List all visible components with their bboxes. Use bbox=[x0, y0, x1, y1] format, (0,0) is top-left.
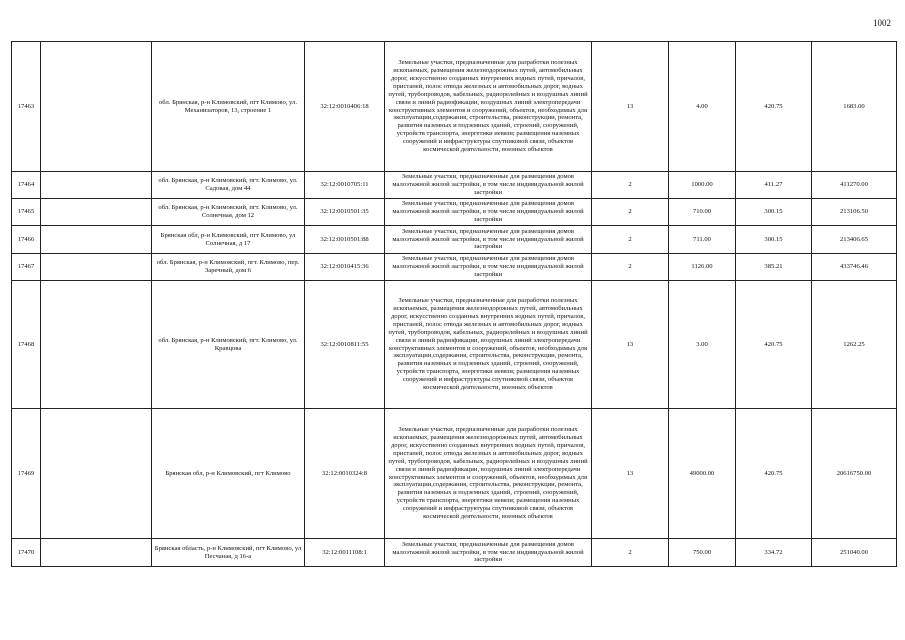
row-value: 411270.00 bbox=[812, 172, 897, 199]
row-id: 17468 bbox=[12, 281, 41, 409]
row-description: Земельные участки, предназначенные для размещения домов малоэтажной жилой застройки, в том числе индивидуальной жилой застройки bbox=[385, 226, 592, 254]
row-rate: 420.75 bbox=[736, 42, 812, 172]
row-rate: 411.27 bbox=[736, 172, 812, 199]
row-code: 2 bbox=[592, 226, 669, 254]
row-code: 13 bbox=[592, 409, 669, 539]
row-value: 1262.25 bbox=[812, 281, 897, 409]
row-cadastral-number: 32:12:0010705:11 bbox=[305, 172, 385, 199]
row-description: Земельные участки, предназначенные для разработки полезных ископаемых, размещения железнодорожных путей, автомобильных дорог, искусственно созданных внутренних водных путей, причалов, пристаней, полос отвода железных и автомобильных дорог, водных путей, трубопроводов, кабельных, радиорелейных и воздушных линий связи и линий радиофикации, воздушных линий электропередачи конструктивных элементов и сооружений, объектов, необходимых для эксплуатации,содержания, строительства, реконструкции, ремонта, развития наземных и подземных зданий, строений, сооружений, устройств транспорта, энергетики иевязи; размещения наземных сооружений и инфраструктуры спутниковой связи, объектов космической деятельности, военных объектов bbox=[385, 409, 592, 539]
row-rate: 300.15 bbox=[736, 226, 812, 254]
row-cadastral-number: 32:12:0010324:8 bbox=[305, 409, 385, 539]
empty-cell bbox=[41, 254, 152, 281]
row-description: Земельные участки, предназначенные для разработки полезных ископаемых, размещения железнодорожных путей, автомобильных дорог, искусственно созданных внутренних водных путей, причалов, пристаней, полос отвода железных и автомобильных дорог, водных путей, трубопроводов, кабельных, радиорелейных и воздушных линий связи и линий радиофикации, воздушных линий электропередачи конструктивных элементов и сооружений, объектов, необходимых для эксплуатации,содержания, строительства, реконструкции, ремонта, развития наземных и подземных зданий, строений, сооружений, устройств транспорта, энергетики иевязи; размещения наземных сооружений и инфраструктуры спутниковой связи, объектов космической деятельности, военных объектов bbox=[385, 281, 592, 409]
empty-cell bbox=[41, 199, 152, 226]
row-cadastral-number: 32:12:0010501:88 bbox=[305, 226, 385, 254]
row-value: 251040.00 bbox=[812, 539, 897, 567]
row-code: 2 bbox=[592, 254, 669, 281]
row-area: 711.00 bbox=[669, 226, 736, 254]
row-description: Земельные участки, предназначенные для размещения домов малоэтажной жилой застройки, в том числе индивидуальной жилой застройки bbox=[385, 199, 592, 226]
row-area: 1126.00 bbox=[669, 254, 736, 281]
row-address: Брянская область, р-н Климовский, пгт Климово, ул Песчаная, д 16-а bbox=[152, 539, 305, 567]
row-address: обл. Брянская, р-н Климовский, пгт Климово, ул. Механизаторов, 13, строение 1 bbox=[152, 42, 305, 172]
page-number: 1002 bbox=[873, 18, 891, 28]
row-id: 17467 bbox=[12, 254, 41, 281]
row-address: обл. Брянская, р-н Климовский, пгт. Климово, пер. Заречный, дом 6 bbox=[152, 254, 305, 281]
table-row bbox=[12, 539, 897, 567]
row-address: обл. Брянская, р-н Климовский, пгт. Климово, ул. Садовая, дом 44 bbox=[152, 172, 305, 199]
row-value: 20616750.00 bbox=[812, 409, 897, 539]
row-area: 3.00 bbox=[669, 281, 736, 409]
empty-cell bbox=[41, 281, 152, 409]
row-address: Брянская обл, р-н Климовский, пгт Климово, ул Солнечная, д 17 bbox=[152, 226, 305, 254]
row-code: 2 bbox=[592, 172, 669, 199]
row-area: 750.00 bbox=[669, 539, 736, 567]
empty-cell bbox=[41, 539, 152, 567]
row-address: Брянская обл, р-н Климовский, пгт Климово bbox=[152, 409, 305, 539]
row-area: 4.00 bbox=[669, 42, 736, 172]
table-row bbox=[12, 281, 897, 409]
row-value: 1683.00 bbox=[812, 42, 897, 172]
empty-cell bbox=[41, 172, 152, 199]
row-code: 13 bbox=[592, 281, 669, 409]
row-rate: 420.75 bbox=[736, 281, 812, 409]
row-cadastral-number: 32:12:0010406:18 bbox=[305, 42, 385, 172]
table-row bbox=[12, 226, 897, 254]
row-cadastral-number: 32:12:0010415:36 bbox=[305, 254, 385, 281]
table-row bbox=[12, 254, 897, 281]
row-code: 13 bbox=[592, 42, 669, 172]
table-row bbox=[12, 409, 897, 539]
row-id: 17466 bbox=[12, 226, 41, 254]
row-rate: 334.72 bbox=[736, 539, 812, 567]
row-rate: 385.21 bbox=[736, 254, 812, 281]
row-description: Земельные участки, предназначенные для размещения домов малоэтажной жилой застройки, в том числе индивидуальной жилой застройки bbox=[385, 172, 592, 199]
row-area: 49000.00 bbox=[669, 409, 736, 539]
row-code: 2 bbox=[592, 539, 669, 567]
empty-cell bbox=[41, 226, 152, 254]
table-row bbox=[12, 42, 897, 172]
row-rate: 420.75 bbox=[736, 409, 812, 539]
row-cadastral-number: 32:12:0011108:1 bbox=[305, 539, 385, 567]
row-cadastral-number: 32:12:0010501:35 bbox=[305, 199, 385, 226]
row-description: Земельные участки, предназначенные для разработки полезных ископаемых, размещения железнодорожных путей, автомобильных дорог, искусственно созданных внутренних водных путей, причалов, пристаней, полос отвода железных и автомобильных дорог, водных путей, трубопроводов, кабельных, радиорелейных и воздушных линий связи и линий радиофикации, воздушных линий электропередачи конструктивных элементов и сооружений, объектов, необходимых для эксплуатации,содержания, строительства, реконструкции, ремонта, развития наземных и подземных зданий, строений, сооружений, устройств транспорта, энергетики иевязи; размещения наземных сооружений и инфраструктуры спутниковой связи, объектов космической деятельности, военных объектов bbox=[385, 42, 592, 172]
row-address: обл. Брянская, р-н Климовский, пгт. Климово, ул. Солнечная, дом 12 bbox=[152, 199, 305, 226]
row-id: 17469 bbox=[12, 409, 41, 539]
row-description: Земельные участки, предназначенные для размещения домов малоэтажной жилой застройки, в том числе индивидуальной жилой застройки bbox=[385, 254, 592, 281]
table-row bbox=[12, 172, 897, 199]
row-rate: 300.15 bbox=[736, 199, 812, 226]
row-id: 17465 bbox=[12, 199, 41, 226]
row-area: 1000.00 bbox=[669, 172, 736, 199]
row-id: 17470 bbox=[12, 539, 41, 567]
land-register-table bbox=[11, 41, 897, 567]
row-value: 213106.50 bbox=[812, 199, 897, 226]
empty-cell bbox=[41, 409, 152, 539]
row-code: 2 bbox=[592, 199, 669, 226]
row-area: 710.00 bbox=[669, 199, 736, 226]
row-description: Земельные участки, предназначенные для размещения домов малоэтажной жилой застройки, в том числе индивидуальной жилой застройки bbox=[385, 539, 592, 567]
table-row bbox=[12, 199, 897, 226]
row-address: обл. Брянская, р-н Климовский, пгт. Климово, ул. Кравцова bbox=[152, 281, 305, 409]
empty-cell bbox=[41, 42, 152, 172]
row-id: 17463 bbox=[12, 42, 41, 172]
row-cadastral-number: 32:12:0010811:55 bbox=[305, 281, 385, 409]
row-id: 17464 bbox=[12, 172, 41, 199]
row-value: 433746.46 bbox=[812, 254, 897, 281]
row-value: 213406.65 bbox=[812, 226, 897, 254]
